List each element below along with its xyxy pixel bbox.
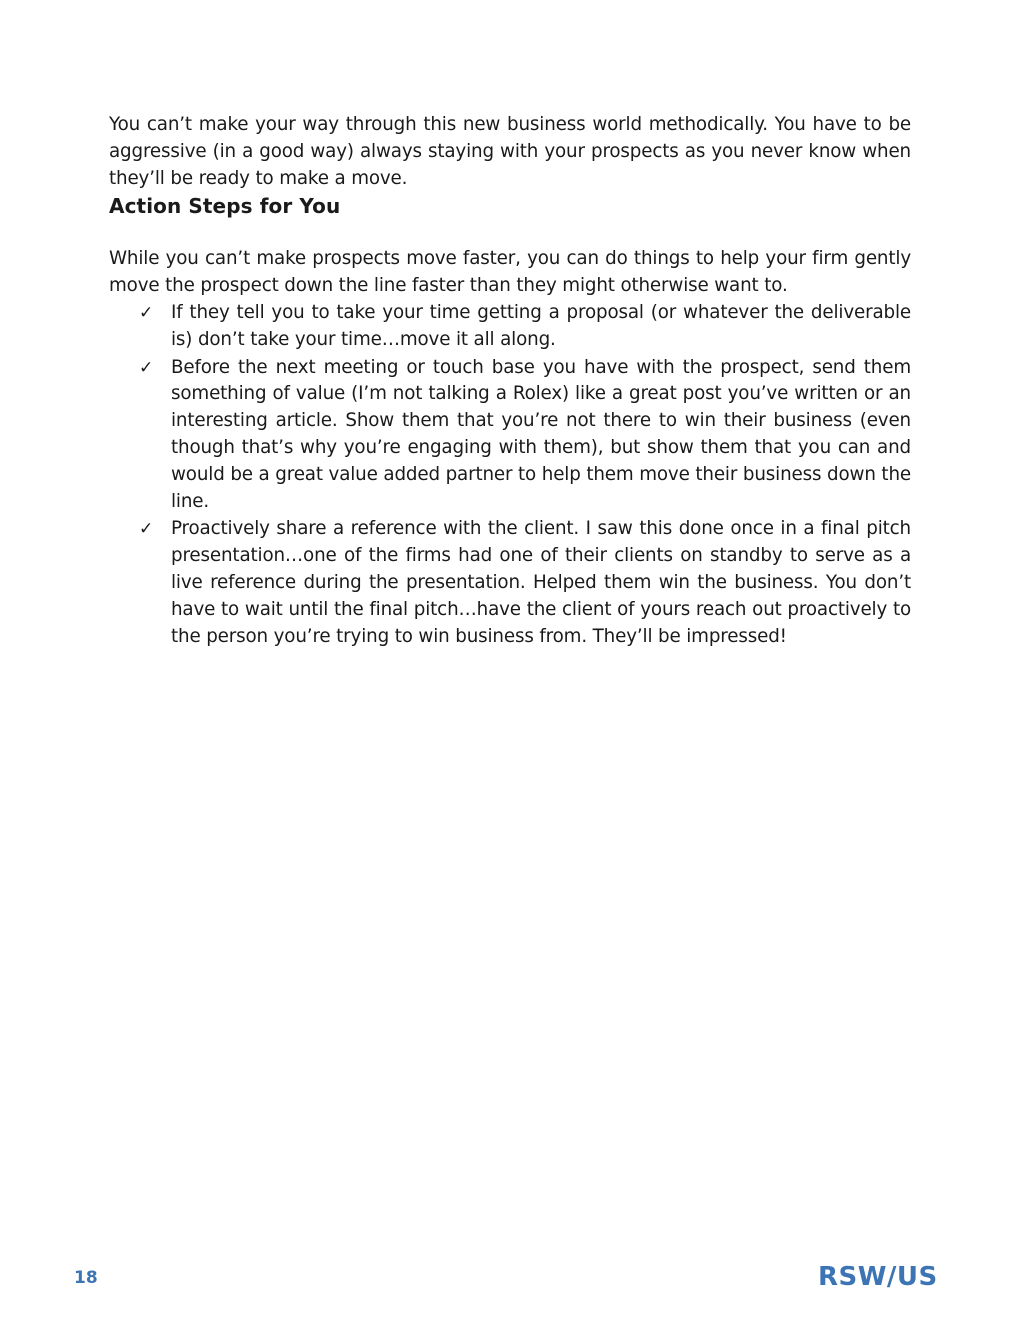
page-number: 18 [74, 1268, 98, 1288]
list-item [109, 516, 911, 650]
checkmark-icon: ✓ [139, 519, 154, 540]
checkmark-icon: ✓ [139, 357, 154, 378]
lead-paragraph: While you can’t make prospects move faster, you can do things to help your firm gently move the prospect down the line faster than they might otherwise want to. [109, 248, 911, 297]
page-content [109, 112, 911, 651]
list-item-text: Proactively share a reference with the client. I saw this done once in a final pitch presentation…one of the firms had one of their clients on standby to serve as a live reference during the presentation. Helped them win the business. You don’t have to wait until the final pitch…have the client of yours reach out proactively to the person you’re trying to win business from. They’ll be impressed! [171, 518, 911, 647]
section-heading: Action Steps for You [109, 194, 341, 219]
brand-logo: RSW/US [818, 1262, 938, 1292]
list-item-text: Before the next meeting or touch base you have with the prospect, send them something of value (I’m not talking a Rolex) like a great post you’ve written or an interesting article. Show them that you’re not there to win their business (even though that’s why you’re engaging with them), but show them that you can and would be a great value added partner to help them move their business down the line. [171, 356, 911, 512]
checkmark-icon: ✓ [139, 302, 154, 323]
list-item-text: If they tell you to take your time getting a proposal (or whatever the deliverable is) don’t take your time…move it all along. [171, 301, 911, 350]
list-item [109, 300, 911, 354]
intro-paragraph: You can’t make your way through this new business world methodically. You have to be aggressive (in a good way) always staying with your prospects as you never know when they’ll be ready to make a move. [109, 114, 911, 189]
list-item [109, 355, 911, 516]
action-steps-list [109, 300, 911, 650]
